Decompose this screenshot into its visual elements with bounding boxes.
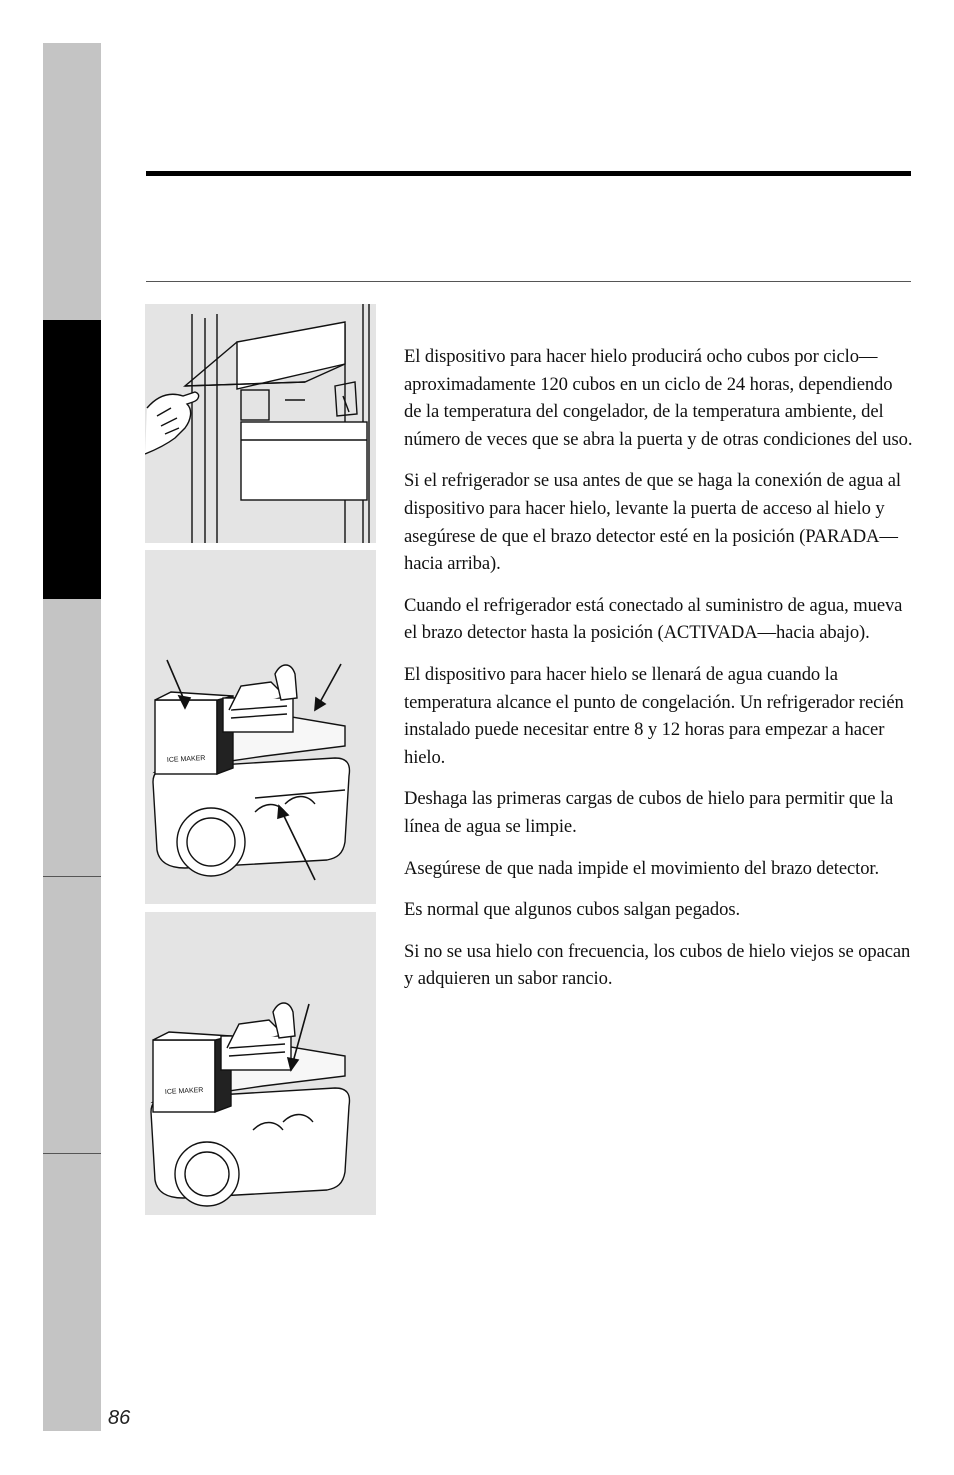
page-number: 86 <box>108 1407 131 1429</box>
paragraph-fill: El dispositivo para hacer hielo se llenará de agua cuando la temperatura alcance el punto de congelación. Un refrigerador recién instalado puede necesitar entre 8 y 12 horas para empezar a hacer hielo. <box>404 663 904 768</box>
figure-icemaker-arm-down <box>145 912 376 1215</box>
side-tab-divider <box>43 1153 101 1154</box>
side-tab-divider <box>43 876 101 877</box>
paragraph-production: El dispositivo para hacer hielo producirá ocho cubos por ciclo—aproximadamente 120 cubos en un ciclo de 24 horas, dependiendo de la temperatura del congelador, de la temperatura ambiente, del número de veces que se abra la puerta y de otras condiciones del uso. <box>404 346 913 450</box>
side-tab-1[interactable] <box>43 43 101 320</box>
header-rule-thick <box>146 171 911 176</box>
icemaker-label: ICE MAKER <box>166 754 206 764</box>
paragraph-before-connection: Si el refrigerador se usa antes de que se haga la conexión de agua al dispositivo para hacer hielo, levante la puerta de acceso al hielo y asegúrese de que el brazo detector esté en la posición (PARADA—hacia arriba). <box>404 470 901 575</box>
icemaker-label-2: ICE MAKER <box>164 1086 204 1096</box>
figure-ice-door <box>145 304 376 543</box>
paragraph-stuck-cubes: Es normal que algunos cubos salgan pegados. <box>404 899 740 921</box>
side-tab-3[interactable] <box>43 599 101 1431</box>
paragraph-arm-free: Asegúrese de que nada impide el movimiento del brazo detector. <box>404 857 880 879</box>
header-rule-thin <box>146 281 911 282</box>
body-text <box>404 343 914 1007</box>
icemaker-illustration-2 <box>145 912 376 1215</box>
side-tab-active[interactable] <box>43 320 101 599</box>
figure-icemaker-arm-up <box>145 550 376 904</box>
paragraph-connected: Cuando el refrigerador está conectado al suministro de agua, mueva el brazo detector hasta la posición (ACTIVADA—hacia abajo). <box>404 594 903 644</box>
paragraph-discard: Deshaga las primeras cargas de cubos de hielo para permitir que la línea de agua se limpie. <box>404 788 894 837</box>
ice-door-illustration <box>145 304 376 543</box>
paragraph-old-ice: Si no se usa hielo con frecuencia, los cubos de hielo viejos se opacan y adquieren un sabor rancio. <box>404 940 911 990</box>
icemaker-illustration <box>145 550 376 904</box>
